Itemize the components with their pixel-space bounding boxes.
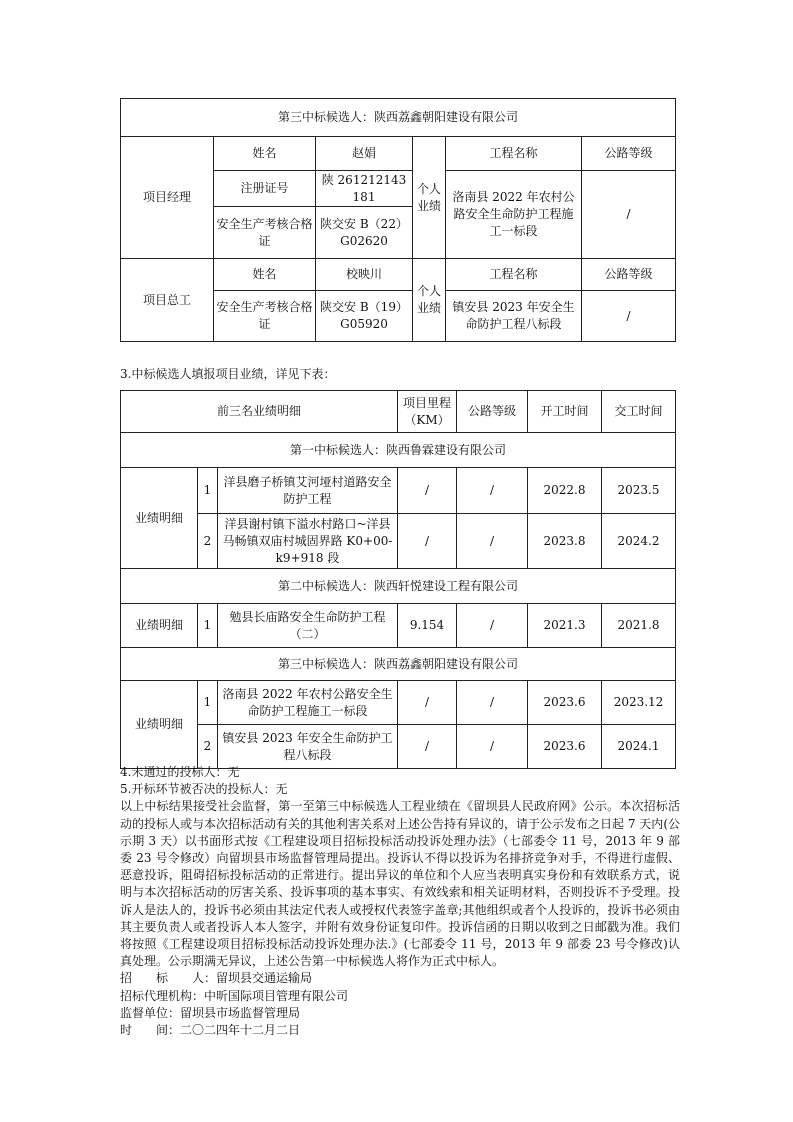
row-mileage: 9.154 [398, 604, 457, 648]
supervisor-line: 监督单位：留坝县市场监督管理局 [120, 1005, 301, 1020]
agency-line: 招标代理机构：中昕国际项目管理有限公司 [120, 988, 349, 1003]
ce-role-label: 项目总工 [121, 259, 214, 342]
group-title: 第一中标候选人：陕西鲁霖建设有限公司 [121, 433, 676, 468]
notice-paragraph: 以上中标结果接受社会监督，第一至第三中标候选人工程业绩在《留坝县人民政府网》公示。本次招标活动的投标人或与本次招标活动有关的其他利害关系对上述公告持有异议的，请于公示发布之日起 7 天内(公示期 3 天）以书面形式按《工程建设项目招标投标活动投诉处理办法》（七部委令 11 号，2013 年 9 部委 23 号令修改）向留坝县市场监督管理局提出。投诉认不得以投诉为名排挤竞争对手，不得进行虚假、恶意投诉，阻碍招标投标活动的正常进行。提出异议的单位和个人应当表明真实身份和有效联系方式，说明与本次招标活动的厉害关系、投诉事项的基本事实、有效线索和相关证明材料，否则投诉不予受理。投诉人是法人的，投诉书必须由其法定代表人或授权代表签字盖章;其他组织或者个人投诉的，投诉书必须由其主要负责人或者投诉人本人签字，并附有效身份证复印件。投诉信函的日期以收到之日邮戳为准。我们将按照《工程建设项目招标投标活动投诉处理办法.》(七部委令 11 号，2013 年 9 部委 23 号令修改)认真处理。公示期满无异议，上述公告第一中标候选人将作为正式中标人。 [120, 799, 680, 969]
row-grade: / [457, 604, 528, 648]
note-vetoed-bidders: 5.开标环节被否决的投标人：无 [120, 782, 288, 797]
row-project-name: 洛南县 2022 年农村公路安全生命防护工程施工一标段 [218, 681, 398, 725]
row-grade: / [457, 468, 528, 514]
row-end: 2023.5 [602, 468, 676, 514]
pm-perf-label: 个人业绩 [413, 137, 446, 259]
row-project-name: 勉县长庙路安全生命防护工程（二） [218, 604, 398, 648]
header-detail: 前三名业绩明细 [121, 391, 398, 433]
row-start: 2022.8 [528, 468, 602, 514]
pm-name-value: 赵娟 [316, 137, 413, 171]
performance-table [120, 390, 676, 769]
row-grade: / [457, 514, 528, 569]
header-mileage: 项目里程（KM） [398, 391, 457, 433]
ce-proj-value: 镇安县 2023 年安全生命防护工程八标段 [446, 291, 582, 342]
row-mileage: / [398, 725, 457, 769]
row-mileage: / [398, 514, 457, 569]
pm-reg-label: 注册证号 [214, 171, 316, 207]
row-start: 2023.6 [528, 681, 602, 725]
ce-name-value: 校映川 [316, 259, 413, 291]
header-end: 交工时间 [602, 391, 676, 433]
header-start: 开工时间 [528, 391, 602, 433]
pm-safety-label: 安全生产考核合格证 [214, 207, 316, 259]
perf-label: 业绩明细 [121, 604, 198, 648]
pm-grade-value: / [582, 171, 676, 259]
pm-reg-value: 陕 261212143181 [316, 171, 413, 207]
pm-proj-value: 洛南县 2022 年农村公路安全生命防护工程施工一标段 [446, 171, 582, 259]
pm-proj-label: 工程名称 [446, 137, 582, 171]
date-line: 时 间：二〇二四年十二月二日 [120, 1023, 301, 1038]
row-grade: / [457, 725, 528, 769]
row-start: 2023.8 [528, 514, 602, 569]
row-no: 2 [198, 514, 218, 569]
ce-name-label: 姓名 [214, 259, 316, 291]
group-title: 第三中标候选人：陕西荔鑫朝阳建设有限公司 [121, 648, 676, 681]
row-no: 2 [198, 725, 218, 769]
row-start: 2023.6 [528, 725, 602, 769]
row-mileage: / [398, 681, 457, 725]
row-project-name: 镇安县 2023 年安全生命防护工程八标段 [218, 725, 398, 769]
row-start: 2021.3 [528, 604, 602, 648]
row-end: 2024.1 [602, 725, 676, 769]
perf-label: 业绩明细 [121, 681, 198, 769]
pm-grade-label: 公路等级 [582, 137, 676, 171]
row-grade: / [457, 681, 528, 725]
ce-safety-label: 安全生产考核合格证 [214, 291, 316, 342]
row-end: 2023.12 [602, 681, 676, 725]
pm-name-label: 姓名 [214, 137, 316, 171]
perf-label: 业绩明细 [121, 468, 198, 569]
note-rejected-bidders: 4.未通过的投标人：无 [120, 765, 240, 779]
table1-header: 第三中标候选人：陕西荔鑫朝阳建设有限公司 [121, 99, 676, 137]
row-no: 1 [198, 468, 218, 514]
row-project-name: 洋县磨子桥镇艾河垭村道路安全防护工程 [218, 468, 398, 514]
notes-block [120, 764, 680, 1039]
ce-grade-label: 公路等级 [582, 259, 676, 291]
pm-role-label: 项目经理 [121, 137, 214, 259]
row-no: 1 [198, 604, 218, 648]
row-end: 2021.8 [602, 604, 676, 648]
row-project-name: 洋县谢村镇下溢水村路口~洋县马畅镇双庙村城固界路 K0+00-k9+918 段 [218, 514, 398, 569]
section3-heading: 3.中标候选人填报项目业绩，详见下表： [120, 367, 336, 381]
ce-proj-label: 工程名称 [446, 259, 582, 291]
row-end: 2024.2 [602, 514, 676, 569]
ce-safety-value: 陕交安 B（19）G05920 [316, 291, 413, 342]
project-personnel-table [120, 98, 676, 342]
pm-safety-value: 陕交安 B（22）G02620 [316, 207, 413, 259]
header-grade: 公路等级 [457, 391, 528, 433]
ce-perf-label: 个人业绩 [413, 259, 446, 342]
row-mileage: / [398, 468, 457, 514]
row-no: 1 [198, 681, 218, 725]
tenderer-line: 招 标 人：留坝县交通运输局 [120, 971, 313, 986]
ce-grade-value: / [582, 291, 676, 342]
group-title: 第二中标候选人：陕西轩悦建设工程有限公司 [121, 569, 676, 604]
